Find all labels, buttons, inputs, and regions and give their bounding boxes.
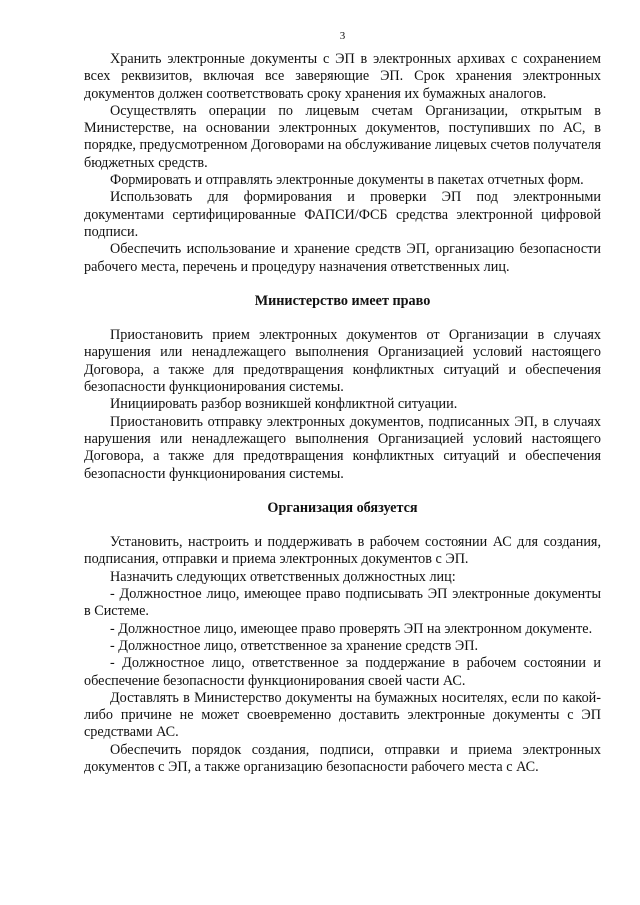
list-item: - Должностное лицо, ответственное за хранение средств ЭП. [110, 637, 479, 654]
paragraph: Формировать и отправлять электронные документы в пакетах отчетных форм. [110, 172, 584, 189]
section-heading-organization-obligations: Организация обязуется [267, 499, 418, 516]
list-item: - Должностное лицо, имеющее право подписывать ЭП электронные документы в Системе. [84, 586, 601, 620]
paragraph: Установить, настроить и поддерживать в рабочем состоянии АС для создания, подписания, отправки и приема электронных документов с ЭП. [84, 534, 601, 568]
paragraph: Приостановить отправку электронных документов, подписанных ЭП, в случаях нарушения или ненадлежащего выполнения Организацией условий настоящего Договора, а также для предотвращения конфликтных ситуаций и обеспечения безопасности функционирования системы. [84, 413, 601, 482]
list-item: - Должностное лицо, имеющее право проверять ЭП на электронном документе. [110, 620, 593, 637]
paragraph: Приостановить прием электронных документов от Организации в случаях нарушения или ненадлежащего выполнения Организацией условий настоящего Договора, а также для предотвращения конфликтных ситуаций и обеспечения безопасности функционирования системы. [84, 327, 601, 396]
paragraph: Обеспечить порядок создания, подписи, отправки и приема электронных документов с ЭП, а также организацию безопасности рабочего места с АС. [84, 741, 601, 775]
section-organization-obligations [84, 534, 601, 776]
paragraph: Использовать для формирования и проверки ЭП под электронными документами сертифицированные ФАПСИ/ФСБ средства электронной цифровой подписи. [84, 189, 601, 240]
section-storage-obligations [84, 51, 601, 276]
section-heading-ministry-rights: Министерство имеет право [254, 292, 431, 309]
paragraph: Хранить электронные документы с ЭП в электронных архивах с сохранением всех реквизитов, включая все заверяющие ЭП. Срок хранения электронных документов должен соответствовать сроку хранения их бумажных аналогов. [84, 51, 601, 102]
paragraph: Осуществлять операции по лицевым счетам Организации, открытым в Министерстве, на основании электронных документов, поступивших по АС, в порядке, предусмотренном Договорами на обслуживание лицевых счетов получателя бюджетных средств. [84, 102, 601, 171]
paragraph: Обеспечить использование и хранение средств ЭП, организацию безопасности рабочего места, перечень и процедуру назначения ответственных лиц. [84, 241, 601, 275]
document-page [84, 29, 601, 776]
paragraph: Назначить следующих ответственных должностных лиц: [110, 568, 456, 585]
list-item: - Должностное лицо, ответственное за поддержание в рабочем состоянии и обеспечение безопасности функционирования своей части АС. [84, 655, 601, 689]
paragraph: Доставлять в Министерство документы на бумажных носителях, если по какой-либо причине не может своевременно доставить электронные документы с ЭП средствами АС. [84, 689, 601, 741]
section-ministry-rights [84, 327, 601, 483]
page-number: 3 [339, 30, 346, 42]
paragraph: Инициировать разбор возникшей конфликтной ситуации. [110, 396, 458, 413]
